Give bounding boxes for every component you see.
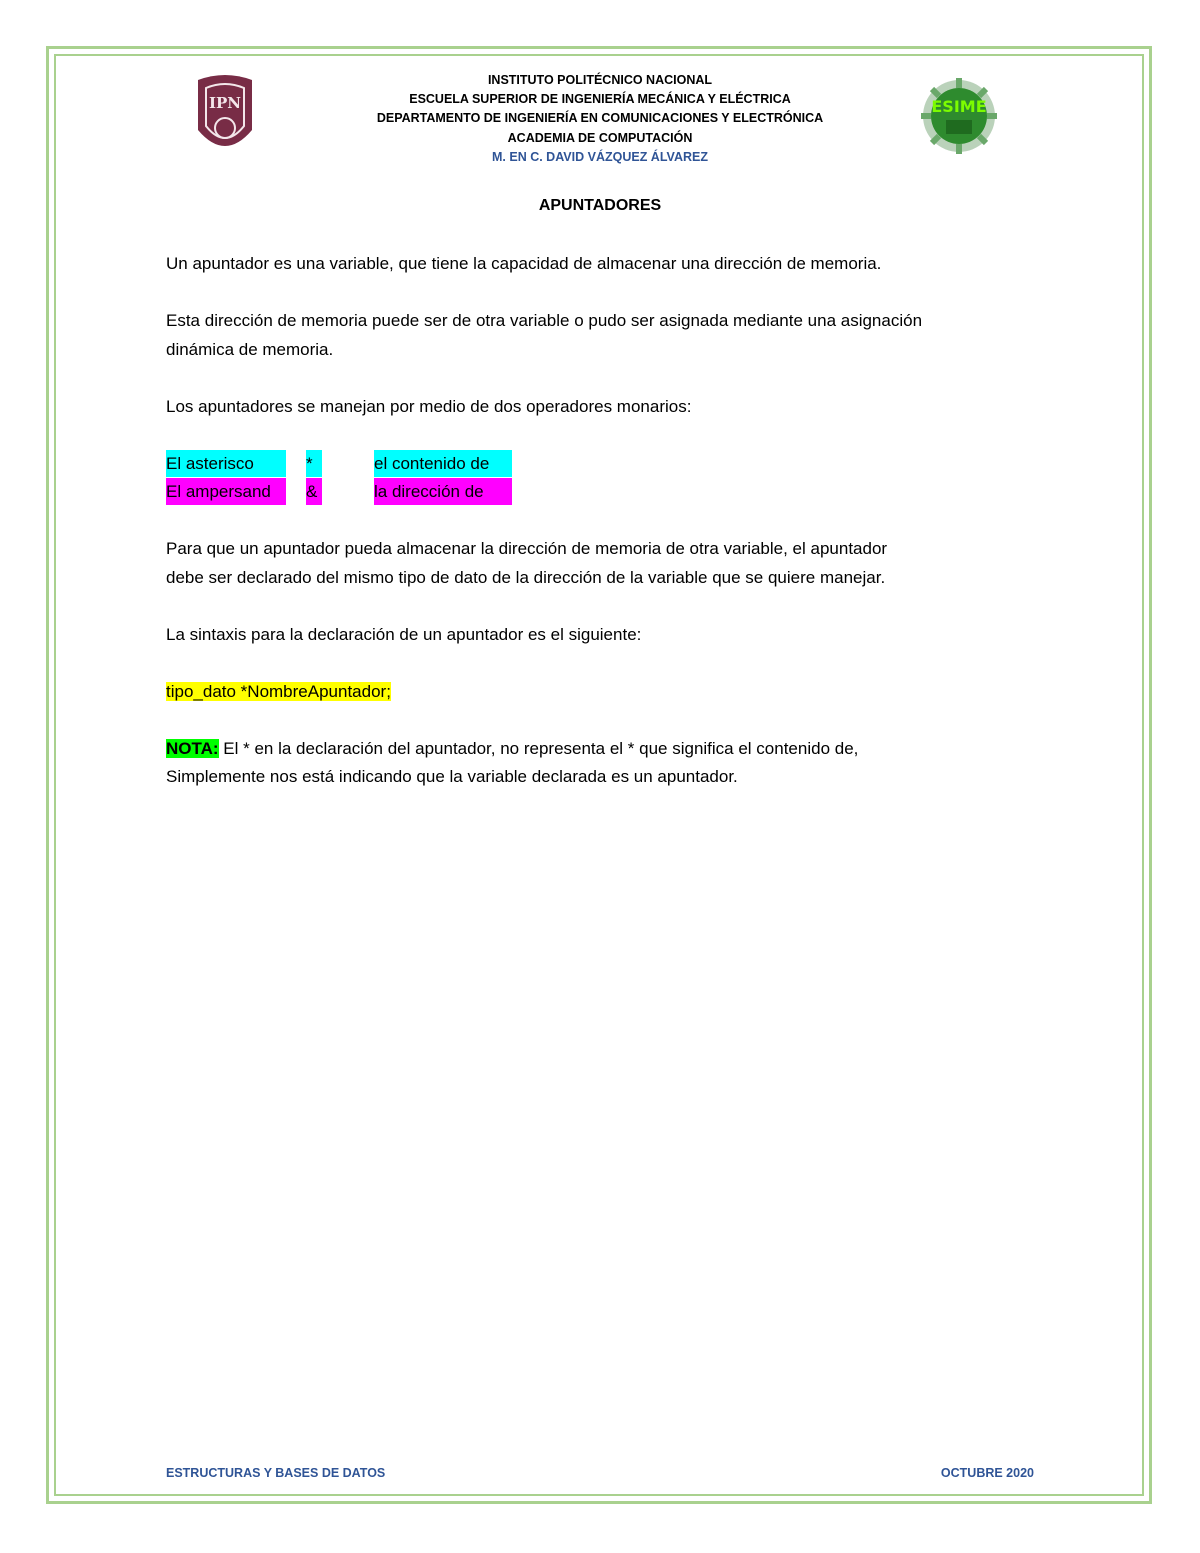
esime-logo [916, 76, 1002, 156]
note-line2: Simplemente nos está indicando que la variable declarada es un apuntador. [166, 767, 738, 786]
note-text-1: El * en la declaración del apuntador, no representa el * que significa el contenido de, [218, 738, 859, 758]
operator-name: El asterisco [166, 450, 286, 477]
paragraph-definition: Un apuntador es una variable, que tiene la capacidad de almacenar una dirección de memoria. [166, 254, 882, 273]
paragraph-declaration-line2: debe ser declarado del mismo tipo de dato de la dirección de la variable que se quiere manejar. [166, 567, 886, 587]
document-body [166, 250, 1034, 792]
paragraph-operators-intro: Los apuntadores se manejan por medio de dos operadores monarios: [166, 396, 692, 416]
header-department: DEPARTAMENTO DE INGENIERÍA EN COMUNICACIONES Y ELECTRÓNICA [376, 111, 824, 126]
svg-text:IPN: IPN [208, 94, 242, 112]
header-school: ESCUELA SUPERIOR DE INGENIERÍA MECÁNICA Y ELÉCTRICA [409, 92, 791, 107]
header-author: M. EN C. DAVID VÁZQUEZ ÁLVAREZ [492, 149, 708, 164]
paragraph-syntax-intro: La sintaxis para la declaración de un apuntador es el siguiente: [166, 624, 642, 644]
header-academy: ACADEMIA DE COMPUTACIÓN [507, 130, 693, 145]
svg-text:ESIME: ESIME [931, 97, 987, 116]
ipn-logo [190, 70, 260, 162]
footer-date: OCTUBRE 2020 [940, 1466, 1034, 1480]
operator-symbol: & [306, 478, 322, 505]
paragraph-memory-line1: Esta dirección de memoria puede ser de otra variable o pudo ser asignada mediante una asignación [166, 311, 923, 330]
note-line1 [166, 735, 1034, 764]
syntax-example [166, 678, 1034, 707]
paragraph-declaration-line1: Para que un apuntador pueda almacenar la dirección de memoria de otra variable, el apuntador [166, 539, 888, 558]
operator-meaning: el contenido de [374, 450, 512, 477]
note-label: NOTA: [166, 738, 219, 758]
operator-meaning: la dirección de [374, 478, 512, 505]
footer-course: ESTRUCTURAS Y BASES DE DATOS [166, 1466, 386, 1480]
operator-row-ampersand [166, 478, 1034, 507]
operator-symbol: * [306, 450, 322, 477]
operator-name: El ampersand [166, 478, 286, 505]
operator-row-asterisk [166, 450, 1034, 479]
syntax-code: tipo_dato *NombreApuntador; [166, 681, 391, 701]
document-title: APUNTADORES [538, 197, 662, 214]
institution-header [300, 71, 900, 167]
paragraph-memory-line2: dinámica de memoria. [166, 339, 334, 359]
header-institute: INSTITUTO POLITÉCNICO NACIONAL [487, 73, 713, 87]
